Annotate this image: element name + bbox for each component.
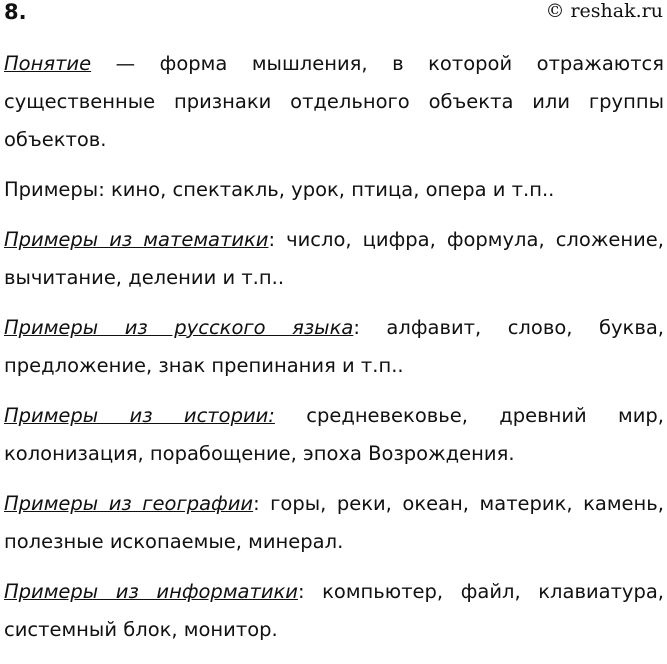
term-concept: Понятие (4, 52, 92, 75)
paragraph-text: Примеры: кино, спектакль, урок, птица, опера и т.п.. (4, 178, 555, 201)
separator: : (253, 492, 271, 515)
site-watermark: © reshak.ru (545, 0, 663, 22)
separator: : (353, 316, 387, 339)
paragraph-geography-examples (4, 485, 664, 561)
paragraph-math-examples (4, 221, 664, 297)
term-math: Примеры из математики (4, 228, 269, 251)
document-body (4, 45, 664, 661)
paragraph-history-examples (4, 397, 664, 473)
paragraph-informatics-examples (4, 573, 664, 649)
paragraph-text: алфавит, слово, буква, предложение, знак препинания и т.п.. (4, 316, 664, 377)
separator: : (297, 580, 323, 603)
paragraph-text: горы, реки, океан, материк, камень, полезные ископаемые, минерал. (4, 492, 664, 553)
paragraph-definition (4, 45, 664, 159)
separator: — (91, 52, 160, 75)
page-header (0, 0, 667, 30)
separator (275, 404, 306, 427)
term-geography: Примеры из географии (4, 492, 254, 515)
paragraph-russian-examples (4, 309, 664, 385)
paragraph-text: средневековье, древний мир, колонизация, порабощение, эпоха Возрождения. (4, 404, 665, 465)
exercise-number: 8. (4, 0, 27, 24)
term-history: Примеры из истории: (4, 404, 275, 427)
term-russian: Примеры из русского языка (4, 316, 354, 339)
separator: : (268, 228, 287, 251)
paragraph-text: компьютер, файл, клавиатура, системный блок, монитор. (4, 580, 664, 641)
term-informatics: Примеры из информатики (4, 580, 298, 603)
paragraph-text: форма мышления, в которой отражаются существенные признаки отдельного объекта или группы объектов. (4, 52, 665, 151)
paragraph-general-examples (4, 171, 664, 209)
paragraph-text: число, цифра, формула, сложение, вычитание, делении и т.п.. (4, 228, 664, 289)
